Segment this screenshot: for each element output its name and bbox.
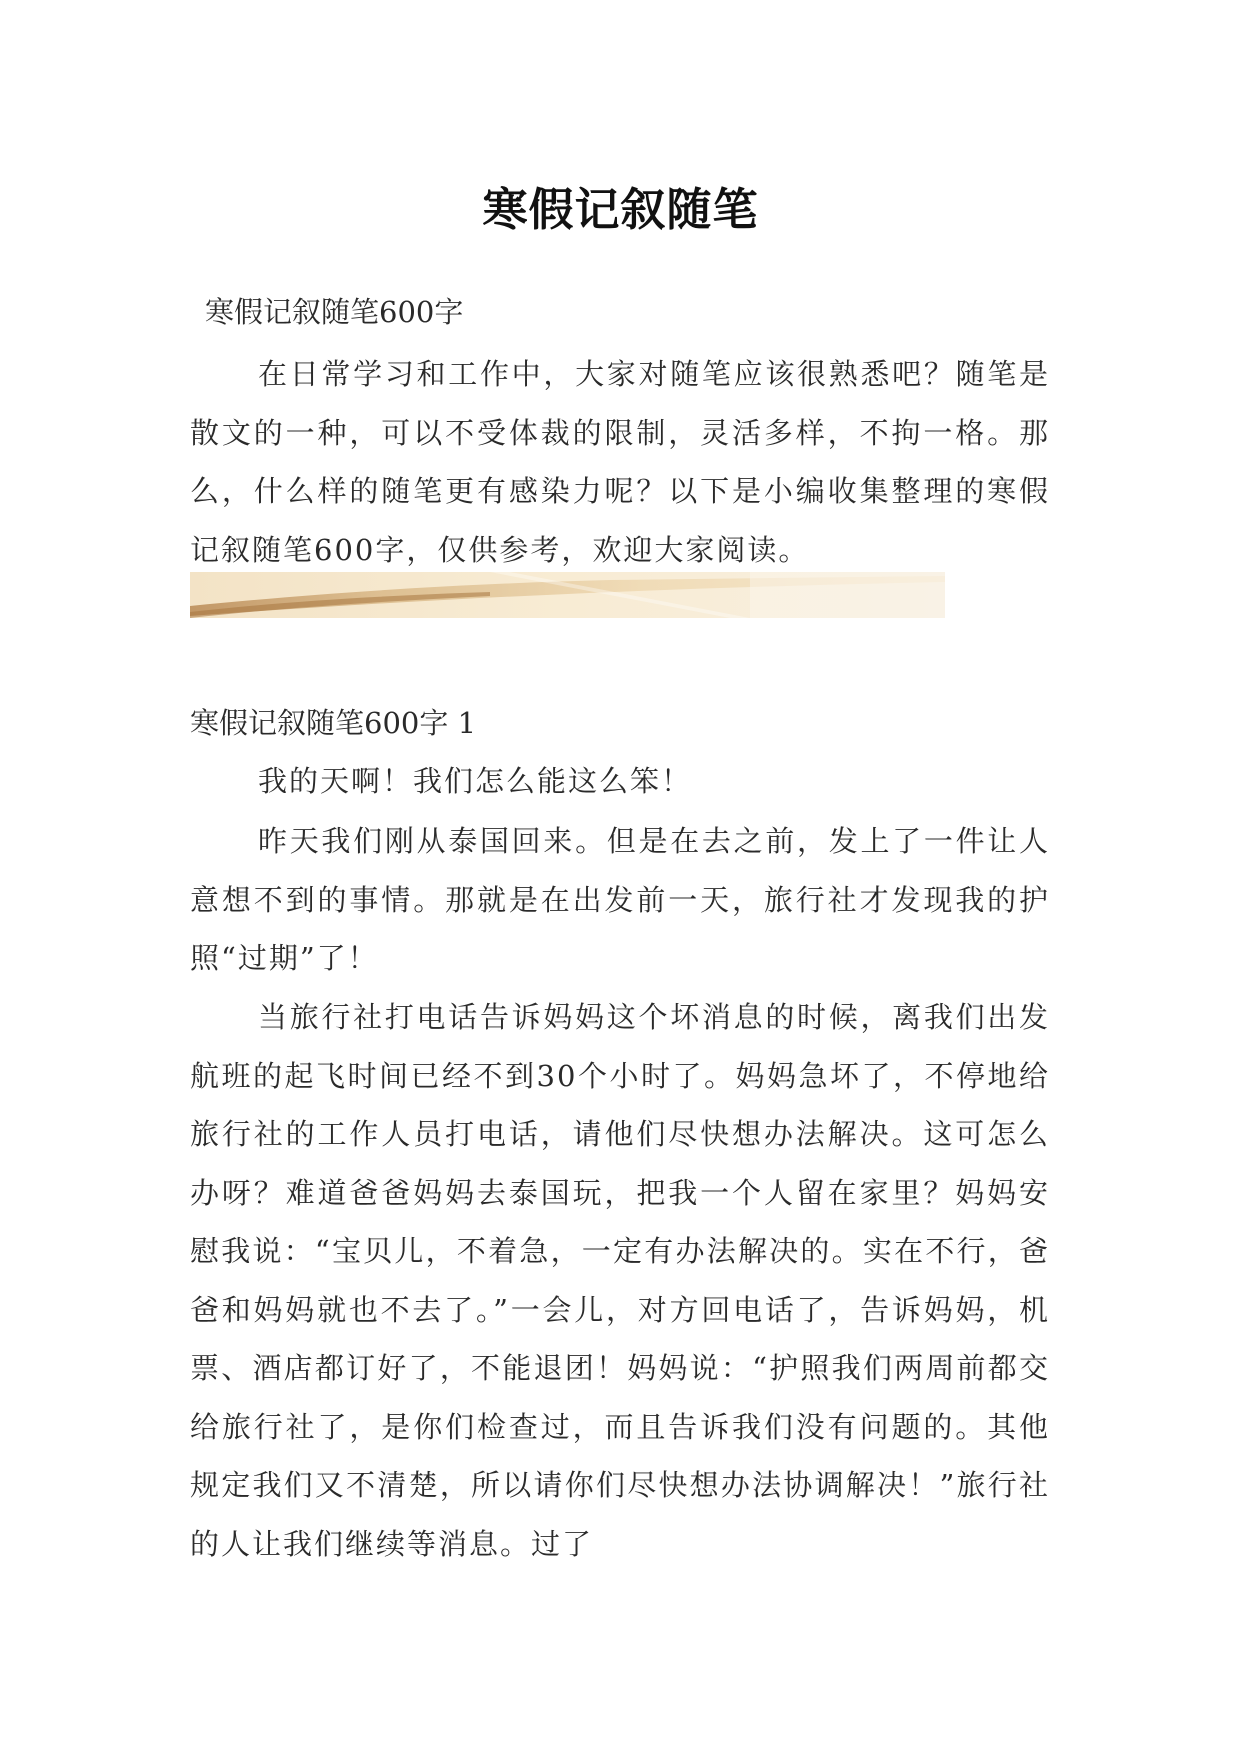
section-heading: 寒假记叙随笔600字 1 bbox=[190, 706, 477, 740]
paper-banner-graphic bbox=[190, 572, 945, 618]
body-paragraph-1: 我的天啊！我们怎么能这么笨！ bbox=[258, 764, 693, 798]
intro-paragraph: 在日常学习和工作中，大家对随笔应该很熟悉吧？随笔是散文的一种，可以不受体裁的限制，灵活多样，不拘一格。那么，什么样的随笔更有感染力呢？以下是小编收集整理的寒假记叙随笔600字，仅供参考，欢迎大家阅读。 bbox=[190, 357, 1050, 567]
document-title: 寒假记叙随笔 bbox=[482, 183, 759, 237]
body-paragraph-2: 昨天我们刚从泰国回来。但是在去之前，发上了一件让人意想不到的事情。那就是在出发前一天，旅行社才发现我的护照“过期”了！ bbox=[190, 824, 1050, 975]
body-paragraph-3: 当旅行社打电话告诉妈妈这个坏消息的时候，离我们出发航班的起飞时间已经不到30个小时了。妈妈急坏了，不停地给旅行社的工作人员打电话，请他们尽快想办法解决。这可怎么办呀？难道爸爸妈妈去泰国玩，把我一个人留在家里？妈妈安慰我说：“宝贝儿，不着急，一定有办法解决的。实在不行，爸爸和妈妈就也不去了。”一会儿，对方回电话了，告诉妈妈，机票、酒店都订好了，不能退团！妈妈说：“护照我们两周前都交给旅行社了，是你们检查过，而且告诉我们没有问题的。其他规定我们又不清楚，所以请你们尽快想办法协调解决！”旅行社的人让我们继续等消息。过了 bbox=[190, 1000, 1050, 1561]
document-subtitle: 寒假记叙随笔600字 bbox=[205, 295, 464, 329]
decorative-paper-banner-image bbox=[190, 572, 945, 618]
